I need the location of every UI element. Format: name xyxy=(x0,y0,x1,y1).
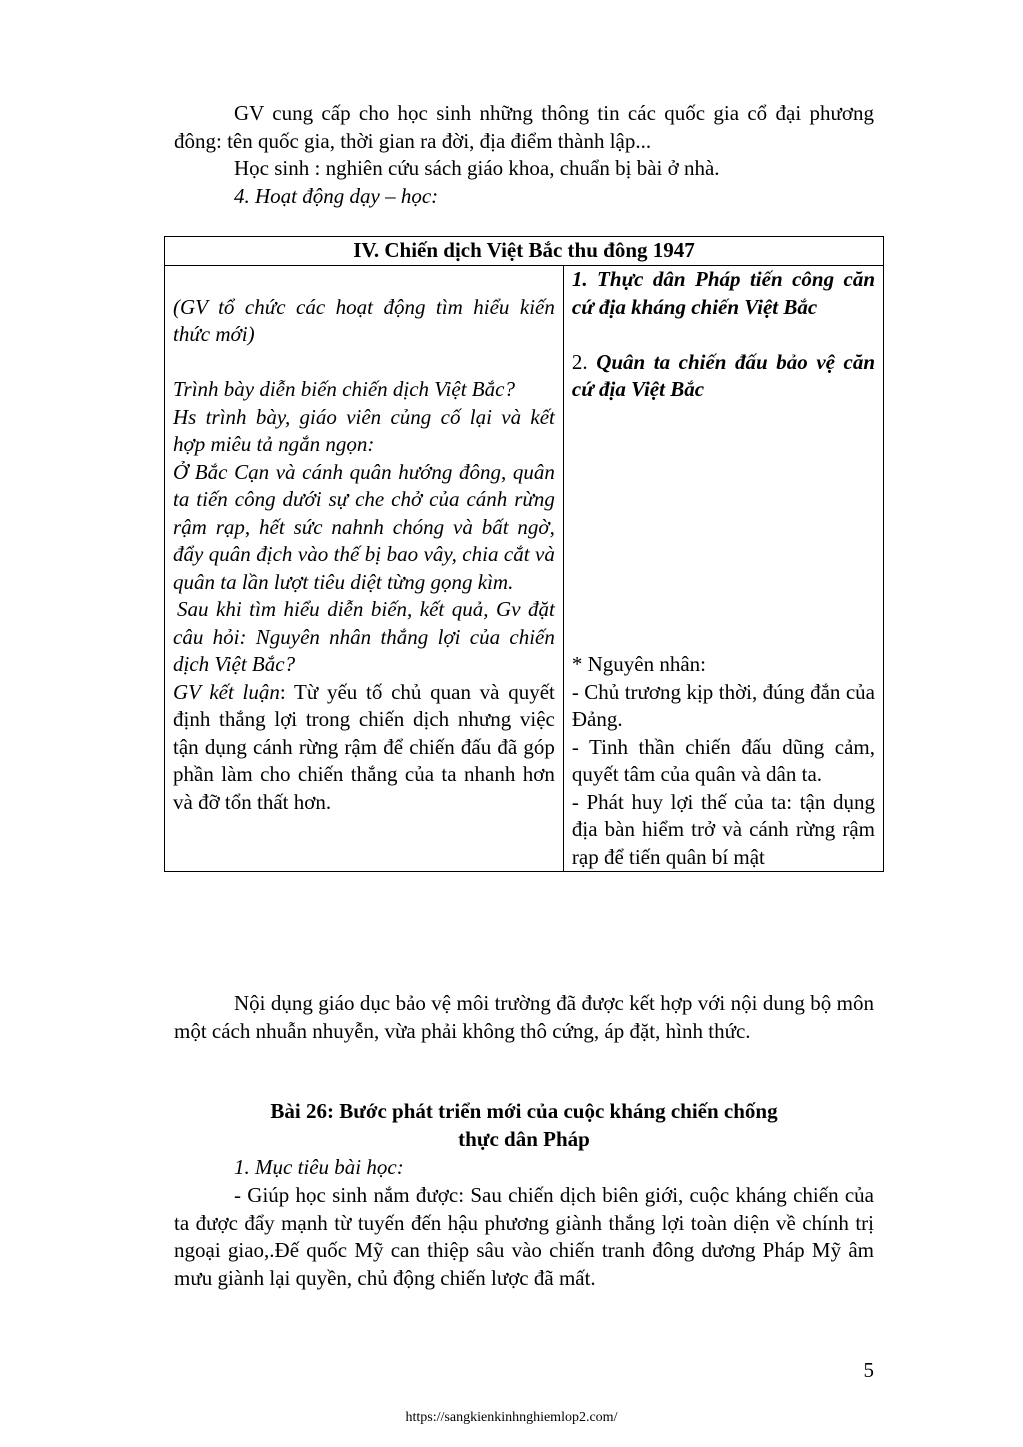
content-cell xyxy=(563,266,883,872)
heading-2-text: Quân ta chiến đấu bảo vệ căn cứ địa Việt Bắc xyxy=(571,349,876,401)
table-header: IV. Chiến dịch Việt Bắc thu đông 1947 xyxy=(165,237,884,266)
right-heading-1: 1. Thực dân Pháp tiến công căn cứ địa kháng chiến Việt Bắc xyxy=(571,267,875,319)
heading-2-number: 2. xyxy=(571,349,597,374)
cause-item-3: - Phát huy lợi thế của ta: tận dụng địa bàn hiểm trở và cánh rừng rậm rạp để tiến quân bí mật xyxy=(571,789,875,869)
conclusion-text: : Từ yếu tố chủ quan và quyết định thắng lợi trong chiến dịch nhưng việc tận dụng cánh rừng rậm để chiến đấu đã góp phần làm cho chiến thắng của ta nhanh hơn và đỡ tổn thất hơn. xyxy=(173,679,555,814)
left-instruction: Hs trình bày, giáo viên củng cố lại và kết hợp miêu tả ngắn ngọn: xyxy=(173,404,555,456)
cause-title: * Nguyên nhân: xyxy=(571,652,707,676)
right-heading-2 xyxy=(572,349,875,404)
lesson-26-title-line-1: Bài 26: Bước phát triển mới của cuộc kháng chiến chống xyxy=(270,1099,778,1123)
left-question-1: Trình bày diễn biến chiến dịch Việt Bắc? xyxy=(173,377,515,401)
after-table-paragraph: Nội dụng giáo dục bảo vệ môi trường đã được kết hợp với nội dung bộ môn một cách nhuẫn nhuyễn, vừa phải không thô cứng, áp đặt, hình thức. xyxy=(174,991,874,1043)
teacher-activity-cell xyxy=(165,266,564,872)
page-number: 5 xyxy=(863,1358,874,1382)
objective-heading: 1. Mục tiêu bài học: xyxy=(234,1155,404,1179)
footer-url[interactable]: https://sangkienkinhnghiemlop2.com/ xyxy=(405,1410,618,1425)
lesson-26-title-line-2: thực dân Pháp xyxy=(458,1127,590,1151)
left-description: Ở Bắc Cạn và cánh quân hướng đông, quân ta tiến công dưới sự che chở của cánh rừng rậm rạp, hết sức nahnh chóng và bất ngờ, đẩy quân địch vào thế bị bao vây, chia cắt và quân ta lần lượt tiêu diệt từng gọng kìm. xyxy=(173,459,555,594)
objective-text: - Giúp học sinh nắm được: Sau chiến dịch biên giới, cuộc kháng chiến của ta được đẩy mạnh từ tuyến đến hậu phương giành thắng lợi toàn diện về chính trị ngoại giao,.Đế quốc Mỹ can thiệp sâu vào chiến tranh đông dương Pháp Mỹ âm mưu giành lại quyền, chủ động chiến lược đã mất. xyxy=(174,1183,874,1290)
intro-paragraph-1: GV cung cấp cho học sinh những thông tin các quốc gia cổ đại phương đông: tên quốc gia, thời gian ra đời, địa điểm thành lập... xyxy=(174,101,874,153)
left-conclusion xyxy=(173,679,555,817)
conclusion-label: GV kết luận xyxy=(173,679,280,704)
activity-heading: 4. Hoạt động dạy – học: xyxy=(234,184,439,208)
intro-paragraph-2: Học sinh : nghiên cứu sách giáo khoa, chuẩn bị bài ở nhà. xyxy=(234,156,720,180)
left-note: (GV tổ chức các hoạt động tìm hiểu kiến thức mới) xyxy=(173,294,555,346)
cause-item-1: - Chủ trương kịp thời, đúng đắn của Đảng. xyxy=(571,679,875,731)
cause-item-2: - Tinh thần chiến đấu dũng cảm, quyết tâm của quân và dân ta. xyxy=(571,734,875,786)
left-question-2: Sau khi tìm hiểu diễn biến, kết quả, Gv đặt câu hỏi: Nguyên nhân thắng lợi của chiến dịch Việt Bắc? xyxy=(173,597,555,676)
lesson-table xyxy=(164,236,884,872)
